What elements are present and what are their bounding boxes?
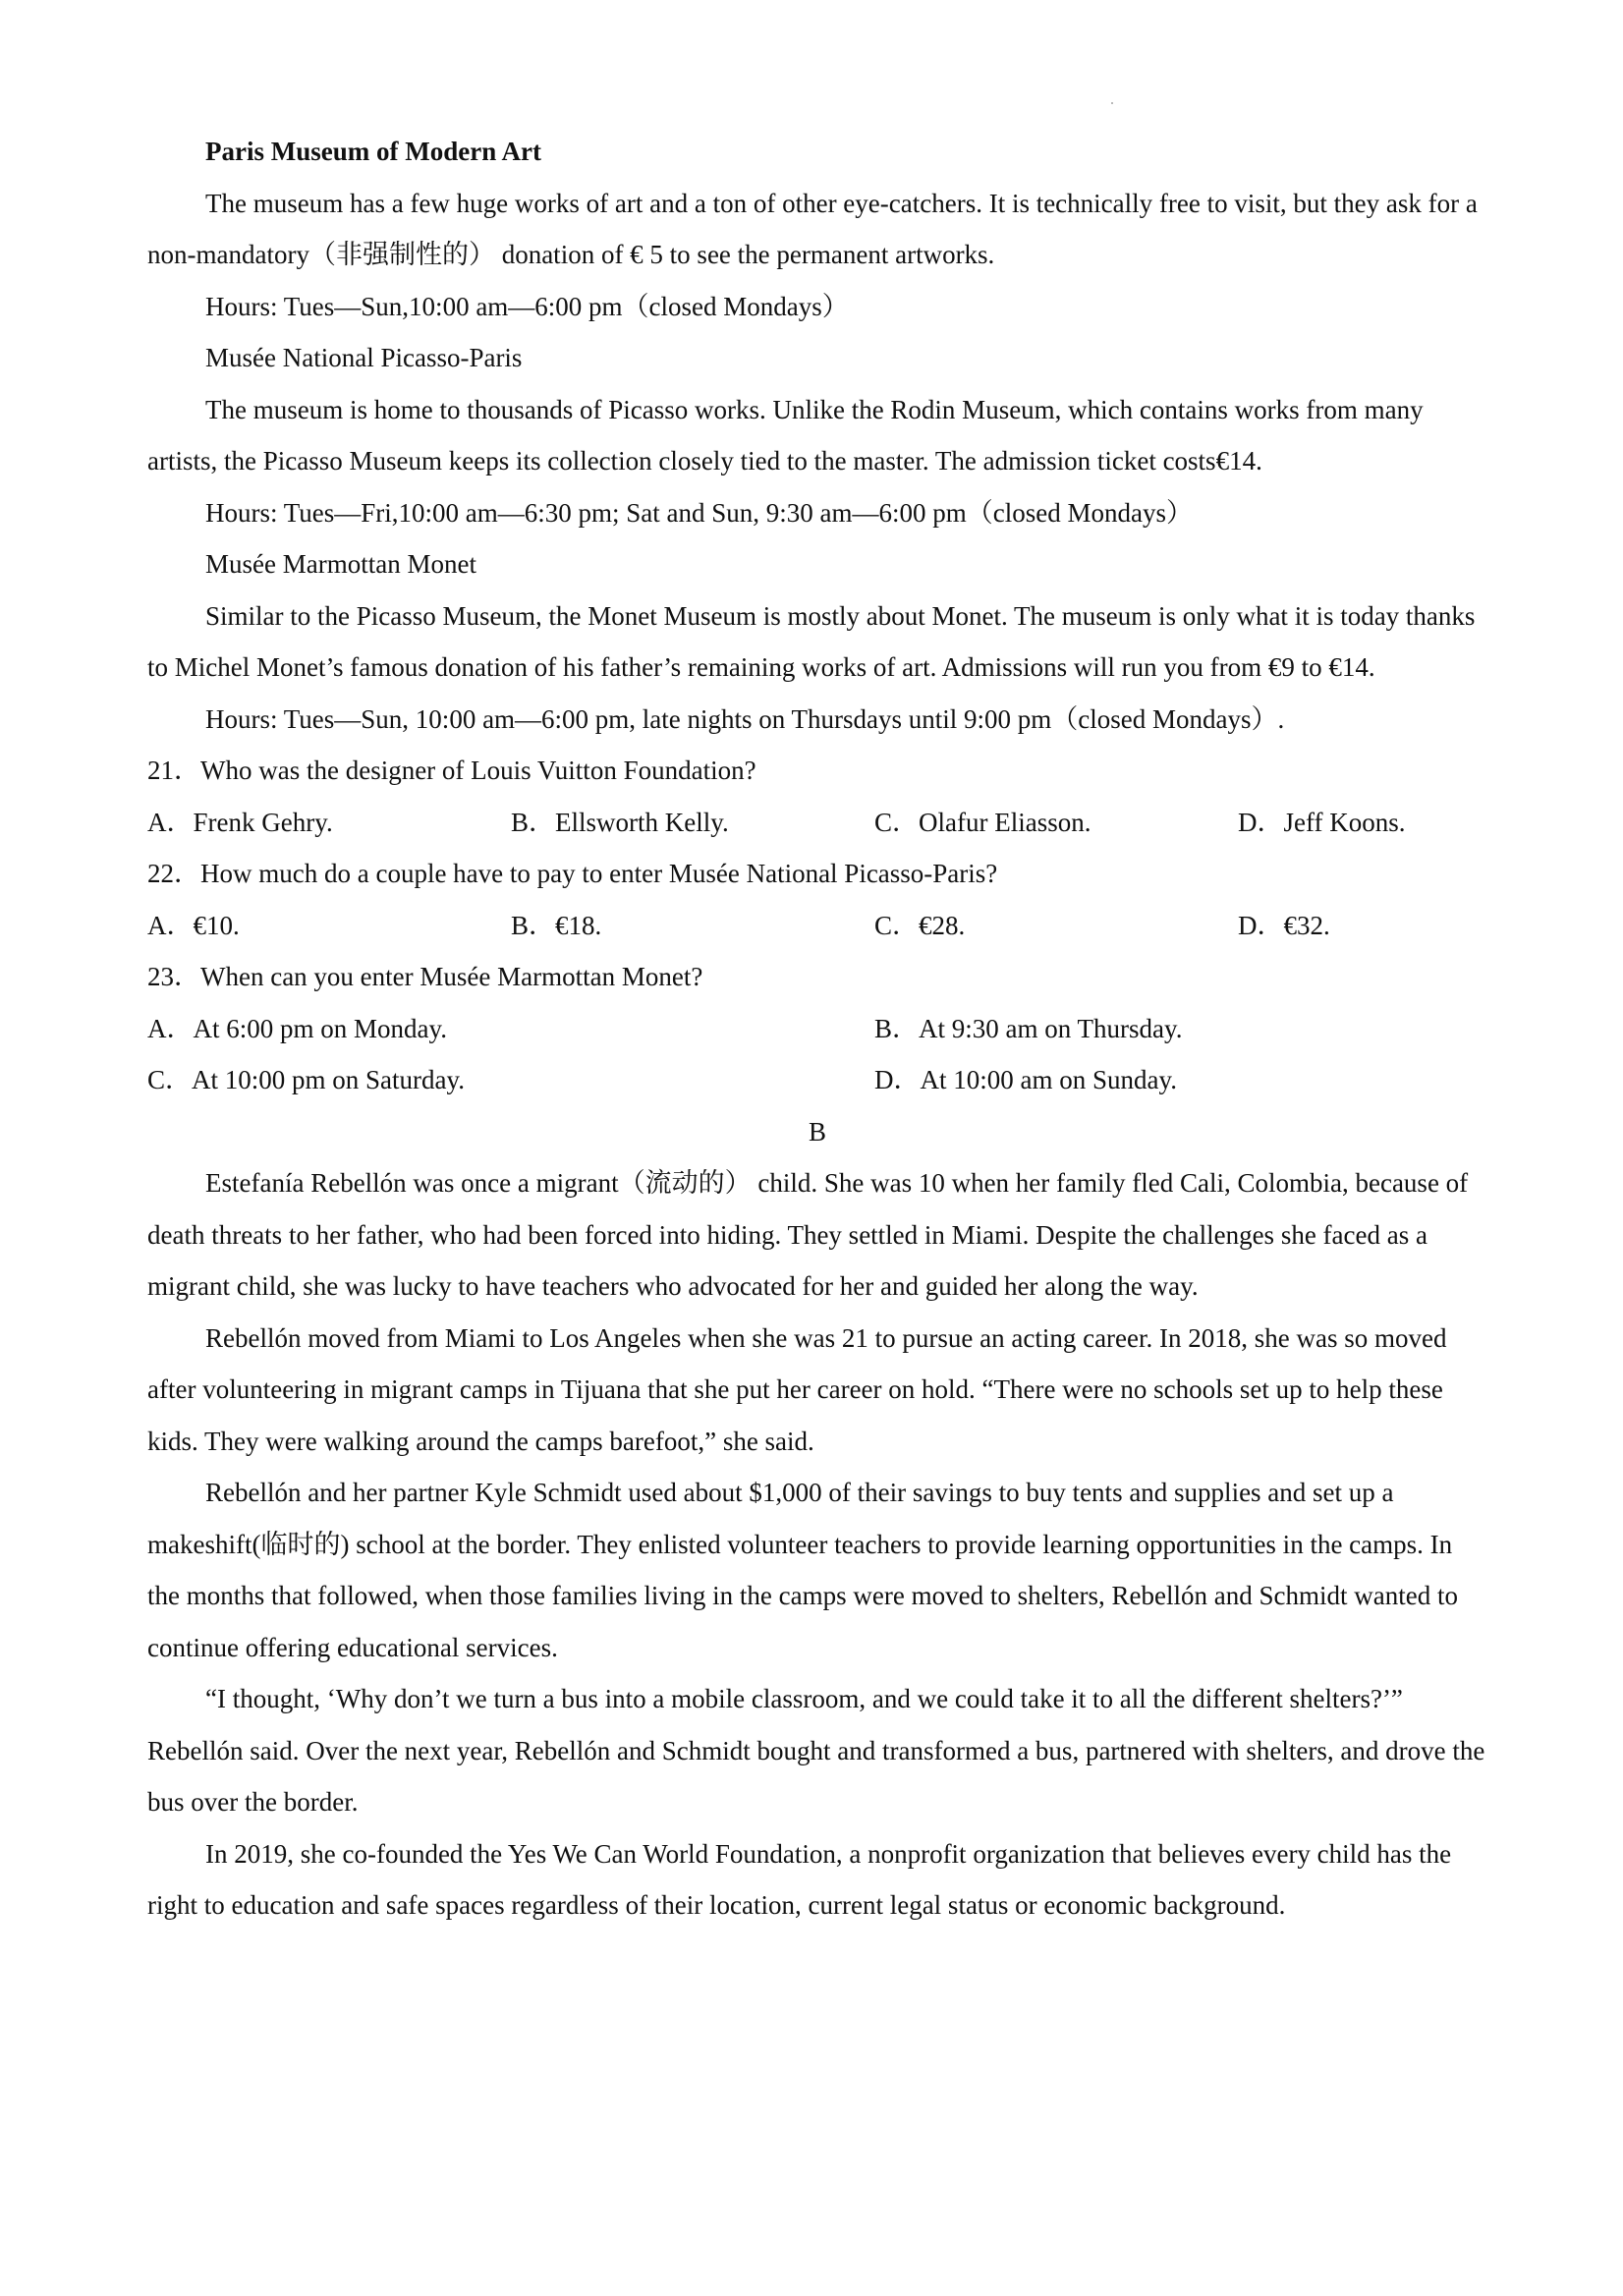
question-22-options — [147, 900, 1487, 952]
scan-speck — [1111, 102, 1113, 104]
page-content — [147, 126, 1487, 1932]
question-22-option-d: D．€32. — [1238, 910, 1330, 940]
question-23-option-d: D．At 10:00 am on Sunday. — [874, 1065, 1177, 1094]
question-21-options — [147, 797, 1487, 849]
question-22-option-c: C．€28. — [874, 910, 966, 940]
passage-b-paragraph-3: Rebellón and her partner Kyle Schmidt used about $1,000 of their savings to buy tents and supplies and set up a makeshift(临时的) school at the border. They enlisted volunteer teachers to provide learning opportunities in the camps. In the months that followed, when those families living in the camps were moved to shelters, Rebellón and Schmidt wanted to continue offering educational services. — [147, 1478, 1458, 1662]
question-21-option-d: D．Jeff Koons. — [1238, 807, 1406, 837]
question-23-stem: 23．When can you enter Musée Marmottan Monet? — [147, 962, 703, 991]
museum-description-monet: Similar to the Picasso Museum, the Monet Museum is mostly about Monet. The museum is only what it is today thanks to Michel Monet’s famous donation of his father’s remaining works of art. Admissions will run you from €9 to €14. — [147, 600, 1476, 682]
museum-description-picasso: The museum is home to thousands of Picasso works. Unlike the Rodin Museum, which contains works from many artists, the Picasso Museum keeps its collection closely tied to the master. The admission ticket costs€14. — [147, 394, 1424, 476]
question-23-option-c: C．At 10:00 pm on Saturday. — [147, 1065, 465, 1094]
passage-b-paragraph-2: Rebellón moved from Miami to Los Angeles when she was 21 to pursue an acting career. In 2018, she was so moved after volunteering in migrant camps in Tijuana that she put her career on hold. “There were no schools set up to help these kids. They were walking around the camps barefoot,” she said. — [147, 1322, 1447, 1456]
museum-title: Paris Museum of Modern Art — [205, 137, 541, 166]
museum-hours-monet: Hours: Tues—Sun, 10:00 am—6:00 pm, late nights on Thursdays until 9:00 pm（closed Mondays）. — [205, 703, 1285, 734]
museum-description: The museum has a few huge works of art and a ton of other eye-catchers. It is technically free to visit, but they ask for a non-mandatory（非强制性的） donation of € 5 to see the permanent artworks. — [147, 188, 1478, 269]
passage-b-paragraph-1: Estefanía Rebellón was once a migrant（流动的） child. She was 10 when her family fled Cali, Colombia, because of death threats to her father, who had been forced into hiding. They settled in Miami. Despite the challenges she faced as a migrant child, she was lucky to have teachers who advocated for her and guided her along the way. — [147, 1168, 1469, 1301]
section-heading-b: B — [808, 1116, 826, 1147]
question-21-stem: 21．Who was the designer of Louis Vuitton Foundation? — [147, 756, 756, 785]
museum-hours: Hours: Tues—Sun,10:00 am—6:00 pm（closed Mondays） — [205, 291, 849, 321]
question-22-option-b: B．€18. — [511, 910, 602, 940]
question-22-option-a: A．€10. — [147, 910, 240, 940]
passage-b-paragraph-5: In 2019, she co-founded the Yes We Can World Foundation, a nonprofit organization that believes every child has the right to education and safe spaces regardless of their location, current legal status or economic background. — [147, 1838, 1452, 1920]
passage-b-paragraph-4: “I thought, ‘Why don’t we turn a bus into a mobile classroom, and we could take it to all the different shelters?’” Rebellón said. Over the next year, Rebellón and Schmidt bought and transformed a bus, partnered with shelters, and drove the bus over the border. — [147, 1684, 1485, 1817]
museum-name-picasso: Musée National Picasso-Paris — [205, 343, 523, 372]
question-21-option-b: B．Ellsworth Kelly. — [511, 807, 729, 837]
question-21-option-a: A．Frenk Gehry. — [147, 807, 333, 837]
question-23-options-row-1 — [147, 1003, 1487, 1055]
question-22-stem: 22．How much do a couple have to pay to enter Musée National Picasso-Paris? — [147, 859, 998, 888]
question-21-option-c: C．Olafur Eliasson. — [874, 807, 1091, 837]
question-23-option-a: A．At 6:00 pm on Monday. — [147, 1013, 447, 1043]
question-23-option-b: B．At 9:30 am on Thursday. — [874, 1013, 1183, 1043]
museum-hours-picasso: Hours: Tues—Fri,10:00 am—6:30 pm; Sat and Sun, 9:30 am—6:00 pm（closed Mondays） — [205, 497, 1194, 528]
question-23-options-row-2 — [147, 1054, 1487, 1106]
museum-name-monet: Musée Marmottan Monet — [205, 549, 476, 579]
